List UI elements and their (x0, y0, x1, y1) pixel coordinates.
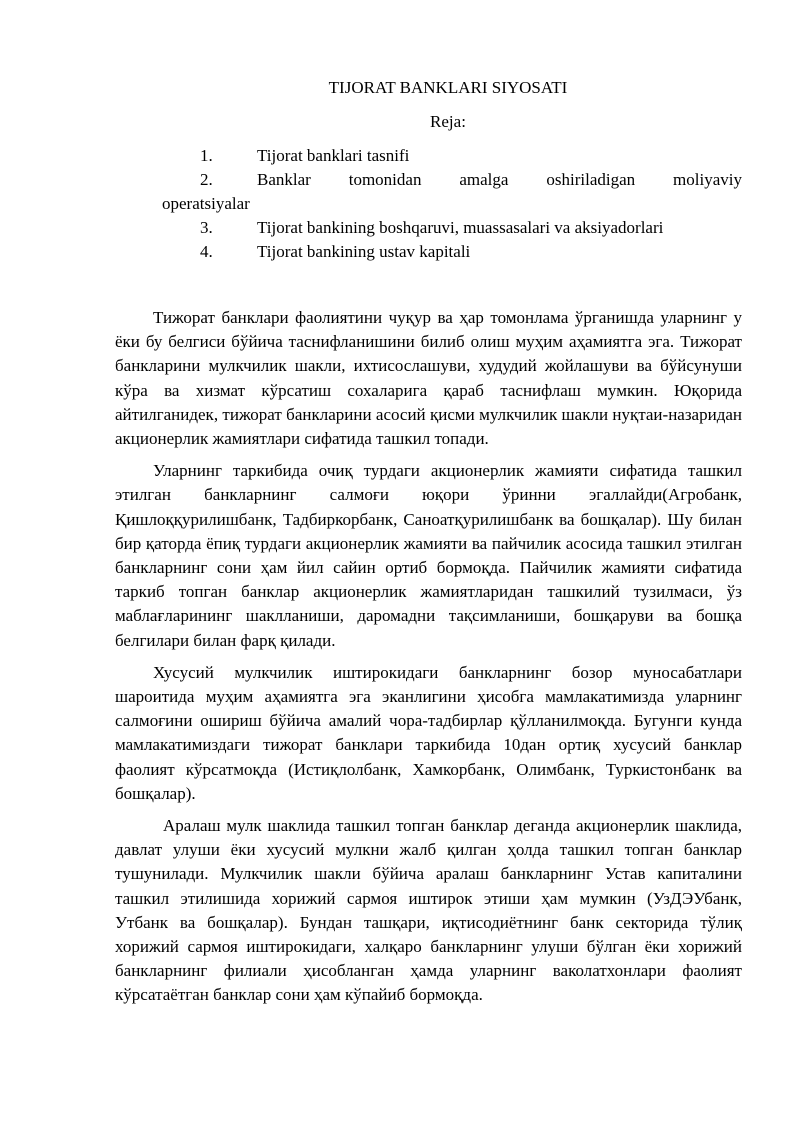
plan-label: Reja: (430, 112, 466, 131)
plan-item-text: Tijorat banklari tasnifi (257, 146, 410, 165)
plan-item-text: Tijorat bankining ustav kapitali (257, 242, 471, 261)
plan-item (162, 240, 742, 264)
paragraph: Уларнинг таркибида очиқ турдаги акционерлик жамияти сифатида ташкил этилган банкларнинг салмоғи юқори ўринни эгаллайди(Агробанк, Қишлоққурилишбанк, Тадбиркорбанк, Саноатқурилишбанк ва бошқалар). Шу билан бир қаторда ёпиқ турдаги акционерлик жамияти ва пайчилик асосида ташкил этилган банкларнинг сони ҳам йил сайин ортиб бормоқда. Пайчилик жамияти сифатида таркиб топган банклар акционерлик жамиятларидан ташкилий тузилмаси, ўз маблағларининг шаклланиши, даромадни тақсимланиши, бошқаруви ва бошқа белгилари билан фарқ қилади. (115, 461, 742, 650)
plan-item-text-continuation: operatsiyalar (162, 194, 250, 213)
plan-item (162, 216, 742, 240)
paragraph: Аралаш мулк шаклида ташкил топган банклар деганда акционерлик шаклида, давлат улуши ёки хусусий мулкни жалб қилган ҳолда ташкил топган банклар тушунилади. Мулкчилик шакли бўйича аралаш банкларнинг Устав капиталини ташкил этилишида хорижий сармоя иштирок этиши ҳам мумкин (УзДЭУбанк, Утбанк ва бошқалар). Бундан ташқари, иқтисодиётнинг банк секторида тўлиқ хорижий сармоя иштирокидаги, халқаро банкларнинг улуши бўлган ёки хорижий банкларнинг филиали ҳисобланган ҳамда уларнинг ваколатхонлари фаолият кўрсатаётган банклар сони ҳам кўпайиб бормоқда. (115, 816, 742, 1005)
document-title: TIJORAT BANKLARI SIYOSATI (328, 78, 568, 97)
plan-item (162, 144, 742, 168)
plan-item-text: Tijorat bankining boshqaruvi, muassasalari va aksiyadorlari (257, 218, 664, 237)
plan-item-number: 4. (200, 242, 213, 261)
paragraph: Хусусий мулкчилик иштирокидаги банкларнинг бозор муносабатлари шароитида муҳим аҳамиятга эга эканлигини ҳисобга мамлакатимизда уларнинг салмоғини ошириш бўйича амалий чора-тадбирлар қўлланилмоқда. Бугунги кунда мамлакатимиздаги тижорат банклари таркибида 10дан ортиқ хусусий банклар фаолият кўрсатмоқда (Истиқлолбанк, Хамкорбанк, Олимбанк, Туркистонбанк ва бошқалар). (115, 662, 742, 803)
plan-item-number: 1. (200, 146, 213, 165)
plan-item-number: 3. (200, 218, 213, 237)
plan-list (162, 144, 742, 264)
body-text (115, 306, 742, 1016)
plan-item-text: Banklar tomonidan amalga oshiriladigan moliyaviy (257, 170, 742, 189)
paragraph: Тижорат банклари фаолиятини чуқур ва ҳар томонлама ўрганишда уларнинг у ёки бу белгиси бўйича таснифланишини билиб олиш муҳим аҳамиятга эга. Тижорат банкларини мулкчилик шакли, ихтисослашуви, худудий жойлашуви ва бўйсунуши кўра ва хизмат кўрсатиш сохаларига қараб таснифлаш мумкин. Юқорида айтилганидек, тижорат банкларини асосий қисми мулкчилик шакли нуқтаи-назаридан акционерлик жамиятлари сифатида ташкил топади. (115, 308, 742, 449)
plan-item-number: 2. (200, 170, 213, 189)
plan-item (162, 168, 742, 216)
